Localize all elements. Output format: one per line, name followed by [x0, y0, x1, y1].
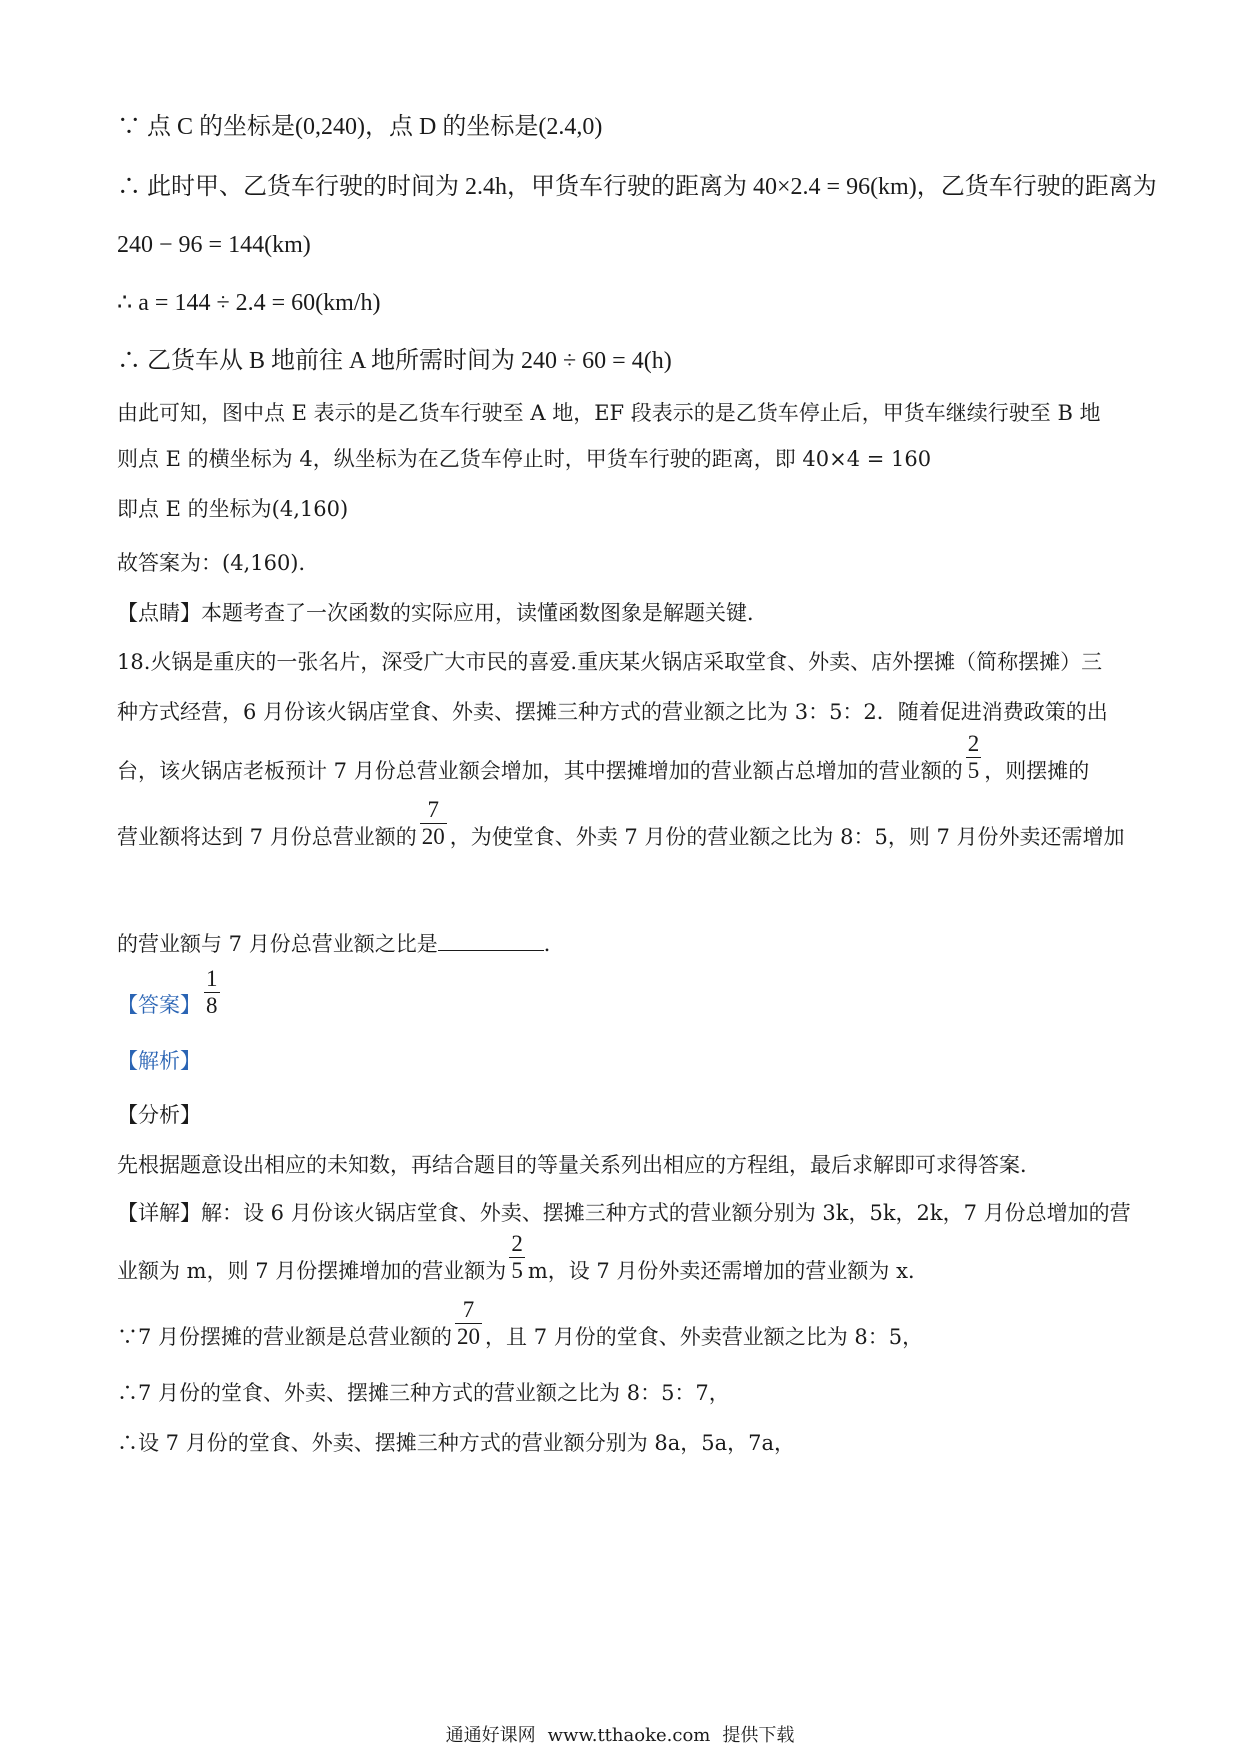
fraction-numerator: 2	[511, 1231, 523, 1256]
fenxi-text: 先根据题意设出相应的未知数，再结合题目的等量关系列出相应的方程组，最后求解即可求得答案．	[117, 1153, 1041, 1177]
detail-line3-text: ∵7 月份摆摊的营业额是总营业额的	[117, 1325, 453, 1349]
q18-line5-text: 的营业额与 7 月份总营业额之比是	[117, 932, 438, 956]
analysis-label: 【解析】	[117, 1049, 201, 1073]
fraction-two-fifths	[509, 1231, 525, 1284]
line-coordinates-cd: ∵ 点 C 的坐标是(0,240)，点 D 的坐标是(2.4,0)	[117, 114, 603, 140]
footer-site-name: 通通好课网	[445, 1725, 536, 1746]
fraction-denominator: 5	[967, 758, 980, 783]
q18-line3-tail: ，则摆摊的	[984, 759, 1090, 783]
detail-line3-tail: ，且 7 月份的堂食、外卖营业额之比为 8：5，	[485, 1325, 924, 1349]
fraction-one-eighth	[204, 966, 220, 1019]
fraction-denominator: 20	[457, 1324, 481, 1349]
page-footer	[0, 1724, 1240, 1748]
line-point-e-coords: 则点 E 的横坐标为 4，纵坐标为在乙货车停止时，甲货车行驶的距离，即 40×4 = 160	[117, 447, 932, 471]
fraction-numerator: 7	[420, 797, 447, 824]
detail-line3	[117, 1297, 1140, 1352]
line-dianjing: 【点睛】本题考查了一次函数的实际应用，读懂函数图象是解题关键．	[117, 601, 768, 625]
fenxi-label: 【分析】	[117, 1103, 201, 1127]
line-travel-time: ∴ 此时甲、乙货车行驶的时间为 2.4h，甲货车行驶的距离为 40×2.4 = 96(km)，乙货车行驶的距离为	[117, 174, 1157, 200]
fraction-numerator: 1	[206, 966, 218, 991]
q18-line1: 18.火锅是重庆的一张名片，深受广大市民的喜爱.重庆某火锅店采取堂食、外卖、店外摆摊（简称摆摊）三	[117, 650, 1103, 674]
q18-line3	[117, 731, 1140, 786]
q18-line4-tail: ，为使堂食、外卖 7 月份的营业额之比为 8：5，则 7 月份外卖还需增加	[449, 825, 1125, 849]
detail-line5: ∴设 7 月份的堂食、外卖、摆摊三种方式的营业额分别为 8a，5a，7a，	[117, 1431, 796, 1455]
footer-url[interactable]: www.tthaoke.com	[547, 1725, 711, 1746]
fraction-two-fifths	[966, 731, 982, 784]
answer-line	[117, 966, 1140, 1020]
fraction-denominator: 8	[206, 993, 218, 1018]
line-time-b-to-a: ∴ 乙货车从 B 地前往 A 地所需时间为 240 ÷ 60 = 4(h)	[117, 348, 672, 374]
q18-line5-tail: ．	[543, 932, 565, 956]
line-distance-calc: 240 − 96 = 144(km)	[117, 232, 311, 258]
fraction-numerator: 7	[455, 1297, 482, 1324]
fraction-numerator: 2	[967, 731, 980, 756]
detail-line2	[117, 1231, 1140, 1286]
detail-line2-text: 业额为 m，则 7 月份摆摊增加的营业额为	[117, 1259, 507, 1283]
fraction-denominator: 5	[511, 1258, 523, 1283]
detail-line2-tail: m，设 7 月份外卖还需增加的营业额为 x．	[527, 1259, 929, 1283]
line-answer-17: 故答案为：(4,160)．	[117, 551, 320, 575]
line-point-e-meaning: 由此可知，图中点 E 表示的是乙货车行驶至 A 地，EF 段表示的是乙货车停止后，甲货车继续行驶至 B 地	[117, 401, 1101, 425]
q18-line4-text: 营业额将达到 7 月份总营业额的	[117, 825, 417, 849]
detail-line1: 【详解】解：设 6 月份该火锅店堂食、外卖、摆摊三种方式的营业额分别为 3k，5k，2k，7 月份总增加的营	[117, 1201, 1131, 1225]
answer-label: 【答案】	[117, 993, 201, 1017]
q18-line2: 种方式经营，6 月份该火锅店堂食、外卖、摆摊三种方式的营业额之比为 3：5：2．随着促进消费政策的出	[117, 700, 1108, 724]
answer-blank	[438, 928, 544, 951]
fraction-denominator: 20	[421, 824, 445, 849]
line-point-e-result: 即点 E 的坐标为(4,160)	[117, 497, 349, 521]
fraction-seven-twentieths	[420, 797, 447, 850]
footer-suffix: 提供下载	[722, 1725, 795, 1746]
detail-line4: ∴7 月份的堂食、外卖、摆摊三种方式的营业额之比为 8：5：7，	[117, 1381, 730, 1405]
fraction-seven-twentieths	[455, 1297, 482, 1350]
line-speed-a: ∴ a = 144 ÷ 2.4 = 60(km/h)	[117, 290, 381, 316]
q18-line3-text: 台，该火锅店老板预计 7 月份总营业额会增加，其中摆摊增加的营业额占总增加的营业额的	[117, 759, 963, 783]
q18-line4	[117, 797, 1140, 852]
q18-line5	[117, 928, 1140, 959]
